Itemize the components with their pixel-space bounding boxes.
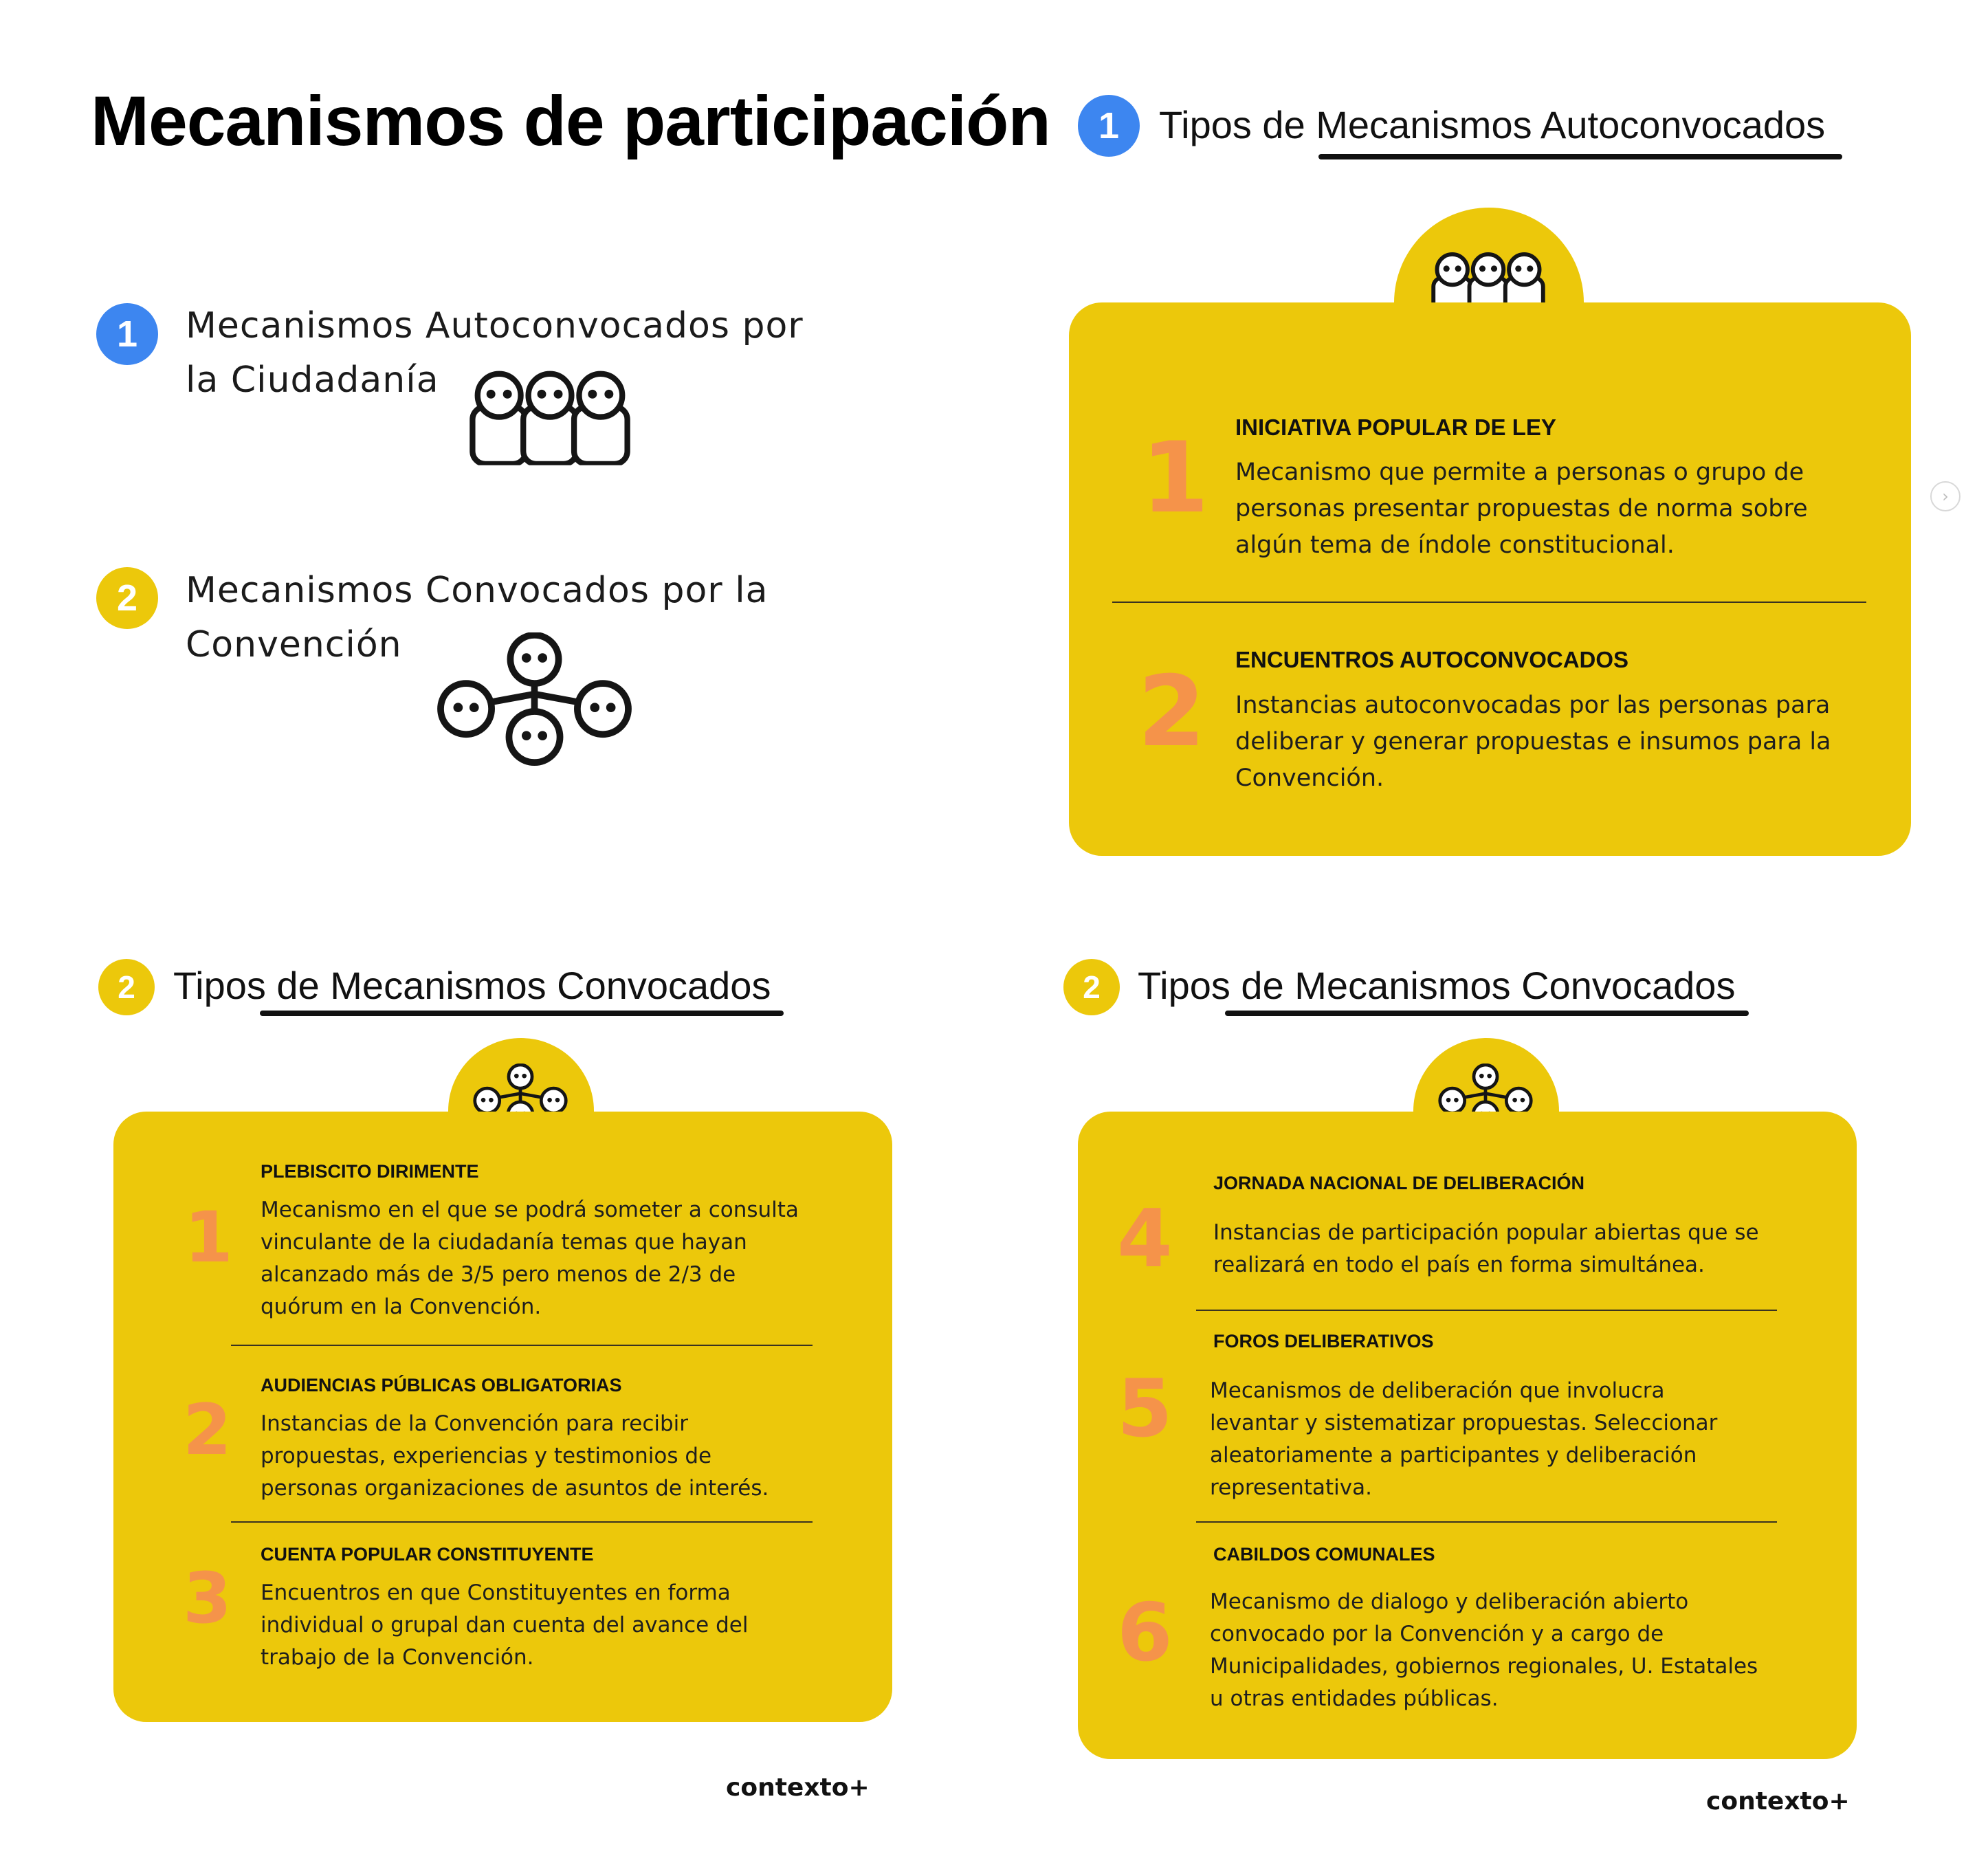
section-title-autoconvocados (1159, 102, 1825, 148)
description-line: realizará en todo el país en forma simultánea. (1213, 1252, 1705, 1277)
brand-logo: contexto+ (1706, 1787, 1850, 1816)
item-description (1213, 1217, 1759, 1281)
description-line: individual o grupal dan cuenta del avance del (261, 1613, 749, 1637)
divider (231, 1345, 813, 1346)
overview-line: Convención (186, 624, 402, 666)
description-line: personas organizaciones de asuntos de interés. (261, 1476, 769, 1501)
item-description (1210, 1586, 1758, 1715)
description-line: convocado por la Convención y a cargo de (1210, 1622, 1664, 1646)
title-underline (260, 1011, 784, 1016)
description-line: alcanzado más de 3/5 pero menos de 2/3 de (261, 1262, 736, 1287)
item-description (261, 1577, 748, 1674)
item-description (1235, 454, 1808, 564)
section-badge: 2 (1063, 959, 1120, 1015)
divider (231, 1521, 813, 1523)
item-number: 3 (183, 1558, 232, 1640)
section-badge: 1 (1078, 95, 1140, 157)
section-title-convocados (173, 962, 771, 1008)
description-line: quórum en la Convención. (261, 1294, 542, 1319)
description-line: propuestas, experiencias y testimonios de (261, 1444, 712, 1468)
divider (1196, 1310, 1777, 1311)
divider (1112, 602, 1866, 603)
item-title: ENCUENTROS AUTOCONVOCADOS (1235, 647, 1629, 672)
item-number: 1 (184, 1197, 233, 1279)
section-title-convocados (1138, 962, 1735, 1008)
description-line: Encuentros en que Constituyentes en forma (261, 1580, 731, 1605)
section-badge: 2 (98, 959, 155, 1015)
title-prefix: Tipos (1138, 964, 1241, 1007)
description-line: Mecanismos de deliberación que involucra (1210, 1378, 1665, 1403)
item-description (1210, 1375, 1717, 1504)
item-title: FOROS DELIBERATIVOS (1213, 1331, 1434, 1351)
overview-line: la Ciudadanía (186, 360, 439, 401)
item-title: JORNADA NACIONAL DE DELIBERACIÓN (1213, 1173, 1585, 1193)
title-prefix: Tipos de (1159, 103, 1316, 146)
item-number: 2 (1138, 655, 1206, 769)
description-line: Mecanismo de dialogo y deliberación abierto (1210, 1589, 1689, 1614)
description-line: trabajo de la Convención. (261, 1645, 534, 1670)
overview-line: Mecanismos Autoconvocados por (186, 305, 804, 346)
description-line: levantar y sistematizar propuestas. Seleccionar (1210, 1411, 1718, 1435)
title-emphasis: de Mecanismos Convocados (276, 964, 771, 1007)
title-prefix: Tipos (173, 964, 277, 1007)
divider (1196, 1521, 1777, 1523)
item-description (1235, 687, 1831, 797)
item-number: 6 (1117, 1587, 1173, 1679)
page-title: Mecanismos de participación (91, 82, 1050, 160)
number-badge: 2 (96, 567, 158, 629)
description-line: Instancias autoconvocadas por las personas para (1235, 692, 1831, 719)
network-people-icon (433, 632, 636, 766)
people-group-icon (467, 368, 632, 467)
description-line: Mecanismo en el que se podrá someter a consulta (261, 1198, 799, 1222)
item-title: INICIATIVA POPULAR DE LEY (1235, 415, 1556, 440)
description-line: Instancias de la Convención para recibir (261, 1411, 689, 1436)
description-line: Municipalidades, gobiernos regionales, U. Estatales (1210, 1654, 1758, 1679)
item-description (261, 1194, 799, 1323)
brand-logo: contexto+ (726, 1774, 870, 1802)
description-line: Mecanismo que permite a personas o grupo de (1235, 459, 1804, 486)
title-emphasis: de Mecanismos Convocados (1241, 964, 1736, 1007)
description-line: deliberar y generar propuestas e insumos para la (1235, 728, 1831, 755)
title-underline (1318, 154, 1842, 159)
description-line: u otras entidades públicas. (1210, 1686, 1499, 1711)
item-description (261, 1408, 769, 1505)
item-title: CABILDOS COMUNALES (1213, 1544, 1435, 1565)
number-badge: 1 (96, 303, 158, 365)
title-underline (1225, 1011, 1749, 1016)
next-slide-button[interactable]: › (1930, 481, 1961, 511)
description-line: Instancias de participación popular abiertas que se (1213, 1220, 1759, 1245)
description-line: representativa. (1210, 1475, 1372, 1500)
item-title: AUDIENCIAS PÚBLICAS OBLIGATORIAS (261, 1375, 622, 1395)
description-line: aleatoriamente a participantes y deliberación (1210, 1443, 1697, 1468)
overview-line: Mecanismos Convocados por la (186, 570, 769, 611)
item-title: PLEBISCITO DIRIMENTE (261, 1161, 479, 1182)
description-line: personas presentar propuestas de norma sobre (1235, 495, 1808, 522)
description-line: vinculante de la ciudadanía temas que hayan (261, 1230, 747, 1255)
item-number: 4 (1117, 1193, 1173, 1285)
description-line: Convención. (1235, 764, 1384, 792)
item-title: CUENTA POPULAR CONSTITUYENTE (261, 1544, 594, 1565)
item-number: 5 (1117, 1362, 1173, 1455)
item-number: 2 (183, 1389, 232, 1471)
item-number: 1 (1141, 421, 1209, 535)
title-emphasis: Mecanismos Autoconvocados (1316, 103, 1826, 146)
description-line: algún tema de índole constitucional. (1235, 531, 1675, 559)
